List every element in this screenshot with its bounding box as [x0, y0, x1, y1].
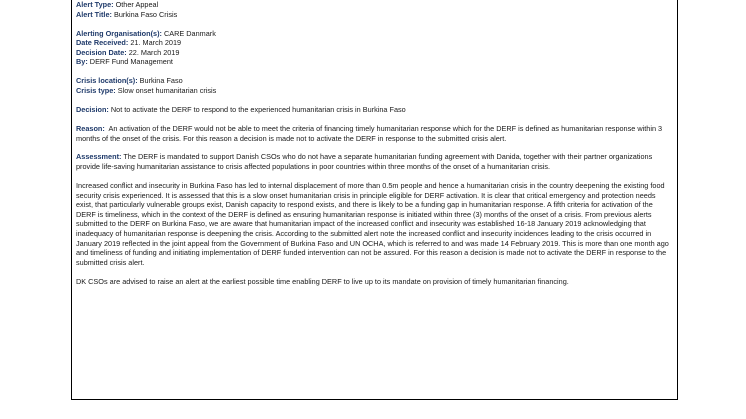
decided-by-value: DERF Fund Management	[89, 57, 173, 67]
alert-type-line	[76, 0, 671, 10]
crisis-location-line	[76, 76, 671, 86]
alert-type-label: Alert Type:	[76, 0, 114, 9]
alerting-org-label: Alerting Organisation(s):	[76, 28, 162, 38]
reason-label: Reason:	[76, 123, 105, 133]
assessment-text: The DERF is mandated to support Danish CSOs who do not have a separate humanitarian funding agreement with Danida, together with their partner organizations provide life-saving humanitarian assistance to crisis affected populations in poor countries within three months of the onset of a humanitarian crisis.	[76, 152, 653, 172]
reason-paragraph	[76, 124, 671, 143]
assessment-paragraph-2: Increased conflict and insecurity in Burkina Faso has led to internal displacement of more than 0.5m people and hence a humanitarian crisis in the country deepening the existing food security crisis experienced. It is assessed that this is a slow onset humanitarian crisis in principle eligible for DERF activation. It is clear that critical emergency and protection needs exist, that particularly vulnerable groups exist, Danish capacity to respond exists, and there is likely to be a funding gap in humanitarian response. A fifth criteria for activation of the DERF is timeliness, which in the context of the DERF is defined as ensuring humanitarian response is initiated within three (3) months of the onset of a crisis. From previous alerts submitted to the DERF on Burkina Faso, we are aware that humanitarian impact of the increased conflict and insecurity was established 16-18 January 2019 acknowledging that inadequacy of humanitarian response is deepening the crisis. According to the submitted alert note the increased conflict and insecurity incidences leading to the crisis occurred in January 2019 reflected in the joint appeal from the Government of Burkina Faso and UN OCHA, which is referred to and was made 14 February 2019. This is more than one month ago and timeliness of funding and initiating implementation of DERF funded intervention can not be assured. For this reason a decision is made not to activate the DERF in response to the submitted crisis alert.	[76, 181, 669, 267]
alert-title-value: Burkina Faso Crisis	[113, 9, 178, 19]
decision-label: Decision:	[76, 104, 109, 114]
date-received-value: 21. March 2019	[130, 38, 182, 48]
date-received-label: Date Received:	[76, 38, 129, 48]
decided-by-label: By:	[76, 57, 88, 67]
alert-type-value: Other Appeal	[115, 0, 159, 9]
crisis-type-label: Crisis type:	[76, 85, 116, 95]
document-page	[71, 0, 678, 400]
assessment-paragraph	[76, 152, 671, 171]
alert-title-line	[76, 10, 671, 20]
crisis-location-label: Crisis location(s):	[76, 76, 138, 86]
decision-date-value: 22. March 2019	[128, 47, 180, 57]
alerting-org-line	[76, 29, 671, 39]
date-received-line	[76, 38, 671, 48]
decision-date-line	[76, 48, 671, 58]
decision-text: Not to activate the DERF to respond to the experienced humanitarian crisis in Burkina Faso	[110, 104, 406, 114]
decision-date-label: Decision Date:	[76, 47, 127, 57]
reason-text: An activation of the DERF would not be able to meet the criteria of financing timely humanitarian response which for the DERF is defined as humanitarian response within 3 months of the onset of the crisis. For this reason a decision is made not to activate the DERF in response to the submitted crisis alert.	[76, 123, 663, 143]
crisis-type-line	[76, 86, 671, 96]
document-content	[76, 0, 671, 286]
assessment-label: Assessment:	[76, 152, 122, 162]
crisis-location-value: Burkina Faso	[139, 76, 183, 86]
crisis-type-value: Slow onset humanitarian crisis	[117, 85, 217, 95]
assessment-paragraph-3: DK CSOs are advised to raise an alert at the earliest possible time enabling DERF to live up to its mandate on provision of timely humanitarian financing.	[76, 276, 569, 286]
decision-paragraph	[76, 105, 671, 115]
alerting-org-value: CARE Danmark	[163, 28, 216, 38]
decided-by-line	[76, 57, 671, 67]
alert-title-label: Alert Title:	[76, 9, 112, 19]
